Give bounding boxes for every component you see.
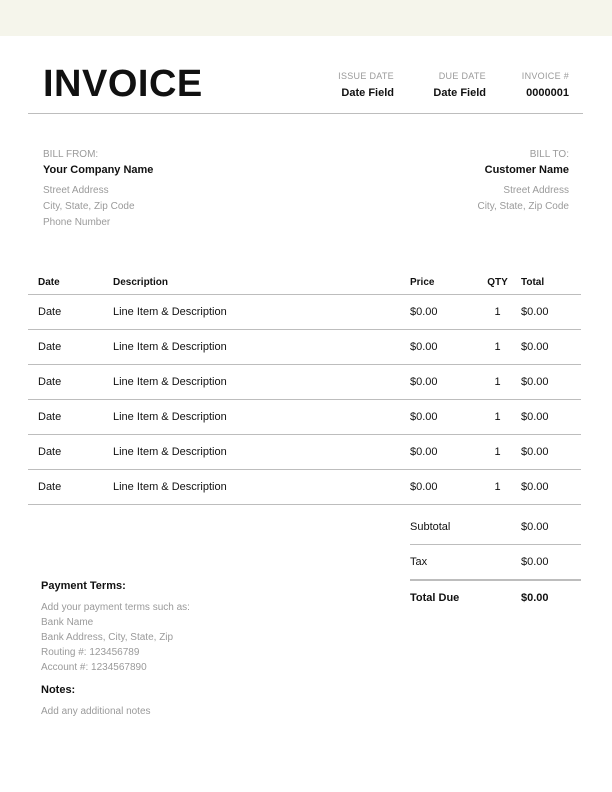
subtotal-row: [410, 510, 581, 545]
row-date: Date: [28, 470, 113, 505]
total-due-label: Total Due: [410, 592, 460, 604]
payment-terms-line: Account #: 1234567890: [41, 662, 147, 673]
table-row: [28, 365, 581, 400]
tax-label: Tax: [410, 556, 428, 568]
row-qty: 1: [474, 470, 521, 505]
invoice-number-label: INVOICE #: [521, 71, 569, 81]
payment-terms: [41, 580, 190, 673]
row-date: Date: [28, 295, 113, 330]
table-row: [28, 330, 581, 365]
row-price: $0.00: [410, 330, 474, 365]
bill-from-label: BILL FROM:: [43, 149, 99, 160]
header-divider: [28, 113, 583, 114]
due-date-label: DUE DATE: [438, 71, 486, 81]
bill-to-street: Street Address: [503, 185, 569, 196]
row-price: $0.00: [410, 400, 474, 435]
header-price: Price: [410, 270, 474, 295]
row-price: $0.00: [410, 470, 474, 505]
row-qty: 1: [474, 400, 521, 435]
payment-terms-line: Bank Name: [41, 617, 94, 628]
total-due-value: $0.00: [521, 592, 549, 604]
row-total: $0.00: [521, 330, 581, 365]
row-qty: 1: [474, 435, 521, 470]
tax-value: $0.00: [521, 556, 549, 568]
table-header-row: [28, 270, 581, 295]
bill-to-city: City, State, Zip Code: [477, 201, 569, 212]
row-description: Line Item & Description: [113, 435, 410, 470]
payment-terms-line: Routing #: 123456789: [41, 647, 140, 658]
table-row: [28, 435, 581, 470]
notes-text: Add any additional notes: [41, 706, 151, 717]
tax-row: [410, 545, 581, 581]
line-items-table: [28, 270, 581, 505]
payment-terms-line: Add your payment terms such as:: [41, 602, 190, 613]
row-date: Date: [28, 435, 113, 470]
issue-date-value: Date Field: [341, 87, 394, 99]
row-description: Line Item & Description: [113, 330, 410, 365]
bill-from: [43, 149, 153, 228]
row-qty: 1: [474, 365, 521, 400]
notes-heading: Notes:: [41, 684, 76, 696]
notes: [41, 684, 151, 717]
invoice-title: INVOICE: [43, 63, 203, 105]
row-date: Date: [28, 330, 113, 365]
table-row: [28, 295, 581, 330]
row-date: Date: [28, 365, 113, 400]
row-price: $0.00: [410, 365, 474, 400]
subtotal-value: $0.00: [521, 521, 549, 533]
row-total: $0.00: [521, 435, 581, 470]
top-band: [0, 0, 612, 36]
totals-block: [410, 510, 581, 615]
row-total: $0.00: [521, 470, 581, 505]
payment-terms-line: Bank Address, City, State, Zip: [41, 632, 174, 643]
bill-to-name: Customer Name: [484, 164, 569, 176]
issue-date-block: [338, 71, 394, 99]
row-description: Line Item & Description: [113, 295, 410, 330]
bill-to: [477, 149, 569, 212]
bill-from-name: Your Company Name: [43, 164, 154, 176]
header-qty: QTY: [474, 270, 521, 295]
subtotal-label: Subtotal: [410, 521, 451, 533]
row-price: $0.00: [410, 435, 474, 470]
bill-from-street: Street Address: [43, 185, 109, 196]
invoice-number-value: 0000001: [526, 87, 569, 99]
due-date-block: [433, 71, 486, 99]
table-row: [28, 470, 581, 505]
header-date: Date: [28, 270, 113, 295]
bill-from-phone: Phone Number: [43, 217, 111, 228]
header-total: Total: [521, 270, 581, 295]
due-date-value: Date Field: [433, 87, 486, 99]
row-qty: 1: [474, 295, 521, 330]
bill-to-label: BILL TO:: [529, 149, 569, 160]
payment-terms-heading: Payment Terms:: [41, 580, 126, 592]
row-date: Date: [28, 400, 113, 435]
total-due-row: [410, 581, 581, 615]
header-description: Description: [113, 270, 410, 295]
row-description: Line Item & Description: [113, 365, 410, 400]
invoice-number-block: [522, 71, 569, 99]
row-total: $0.00: [521, 400, 581, 435]
row-total: $0.00: [521, 295, 581, 330]
row-description: Line Item & Description: [113, 470, 410, 505]
row-price: $0.00: [410, 295, 474, 330]
row-total: $0.00: [521, 365, 581, 400]
row-qty: 1: [474, 330, 521, 365]
table-row: [28, 400, 581, 435]
issue-date-label: ISSUE DATE: [338, 71, 394, 81]
row-description: Line Item & Description: [113, 400, 410, 435]
bill-from-city: City, State, Zip Code: [43, 201, 135, 212]
